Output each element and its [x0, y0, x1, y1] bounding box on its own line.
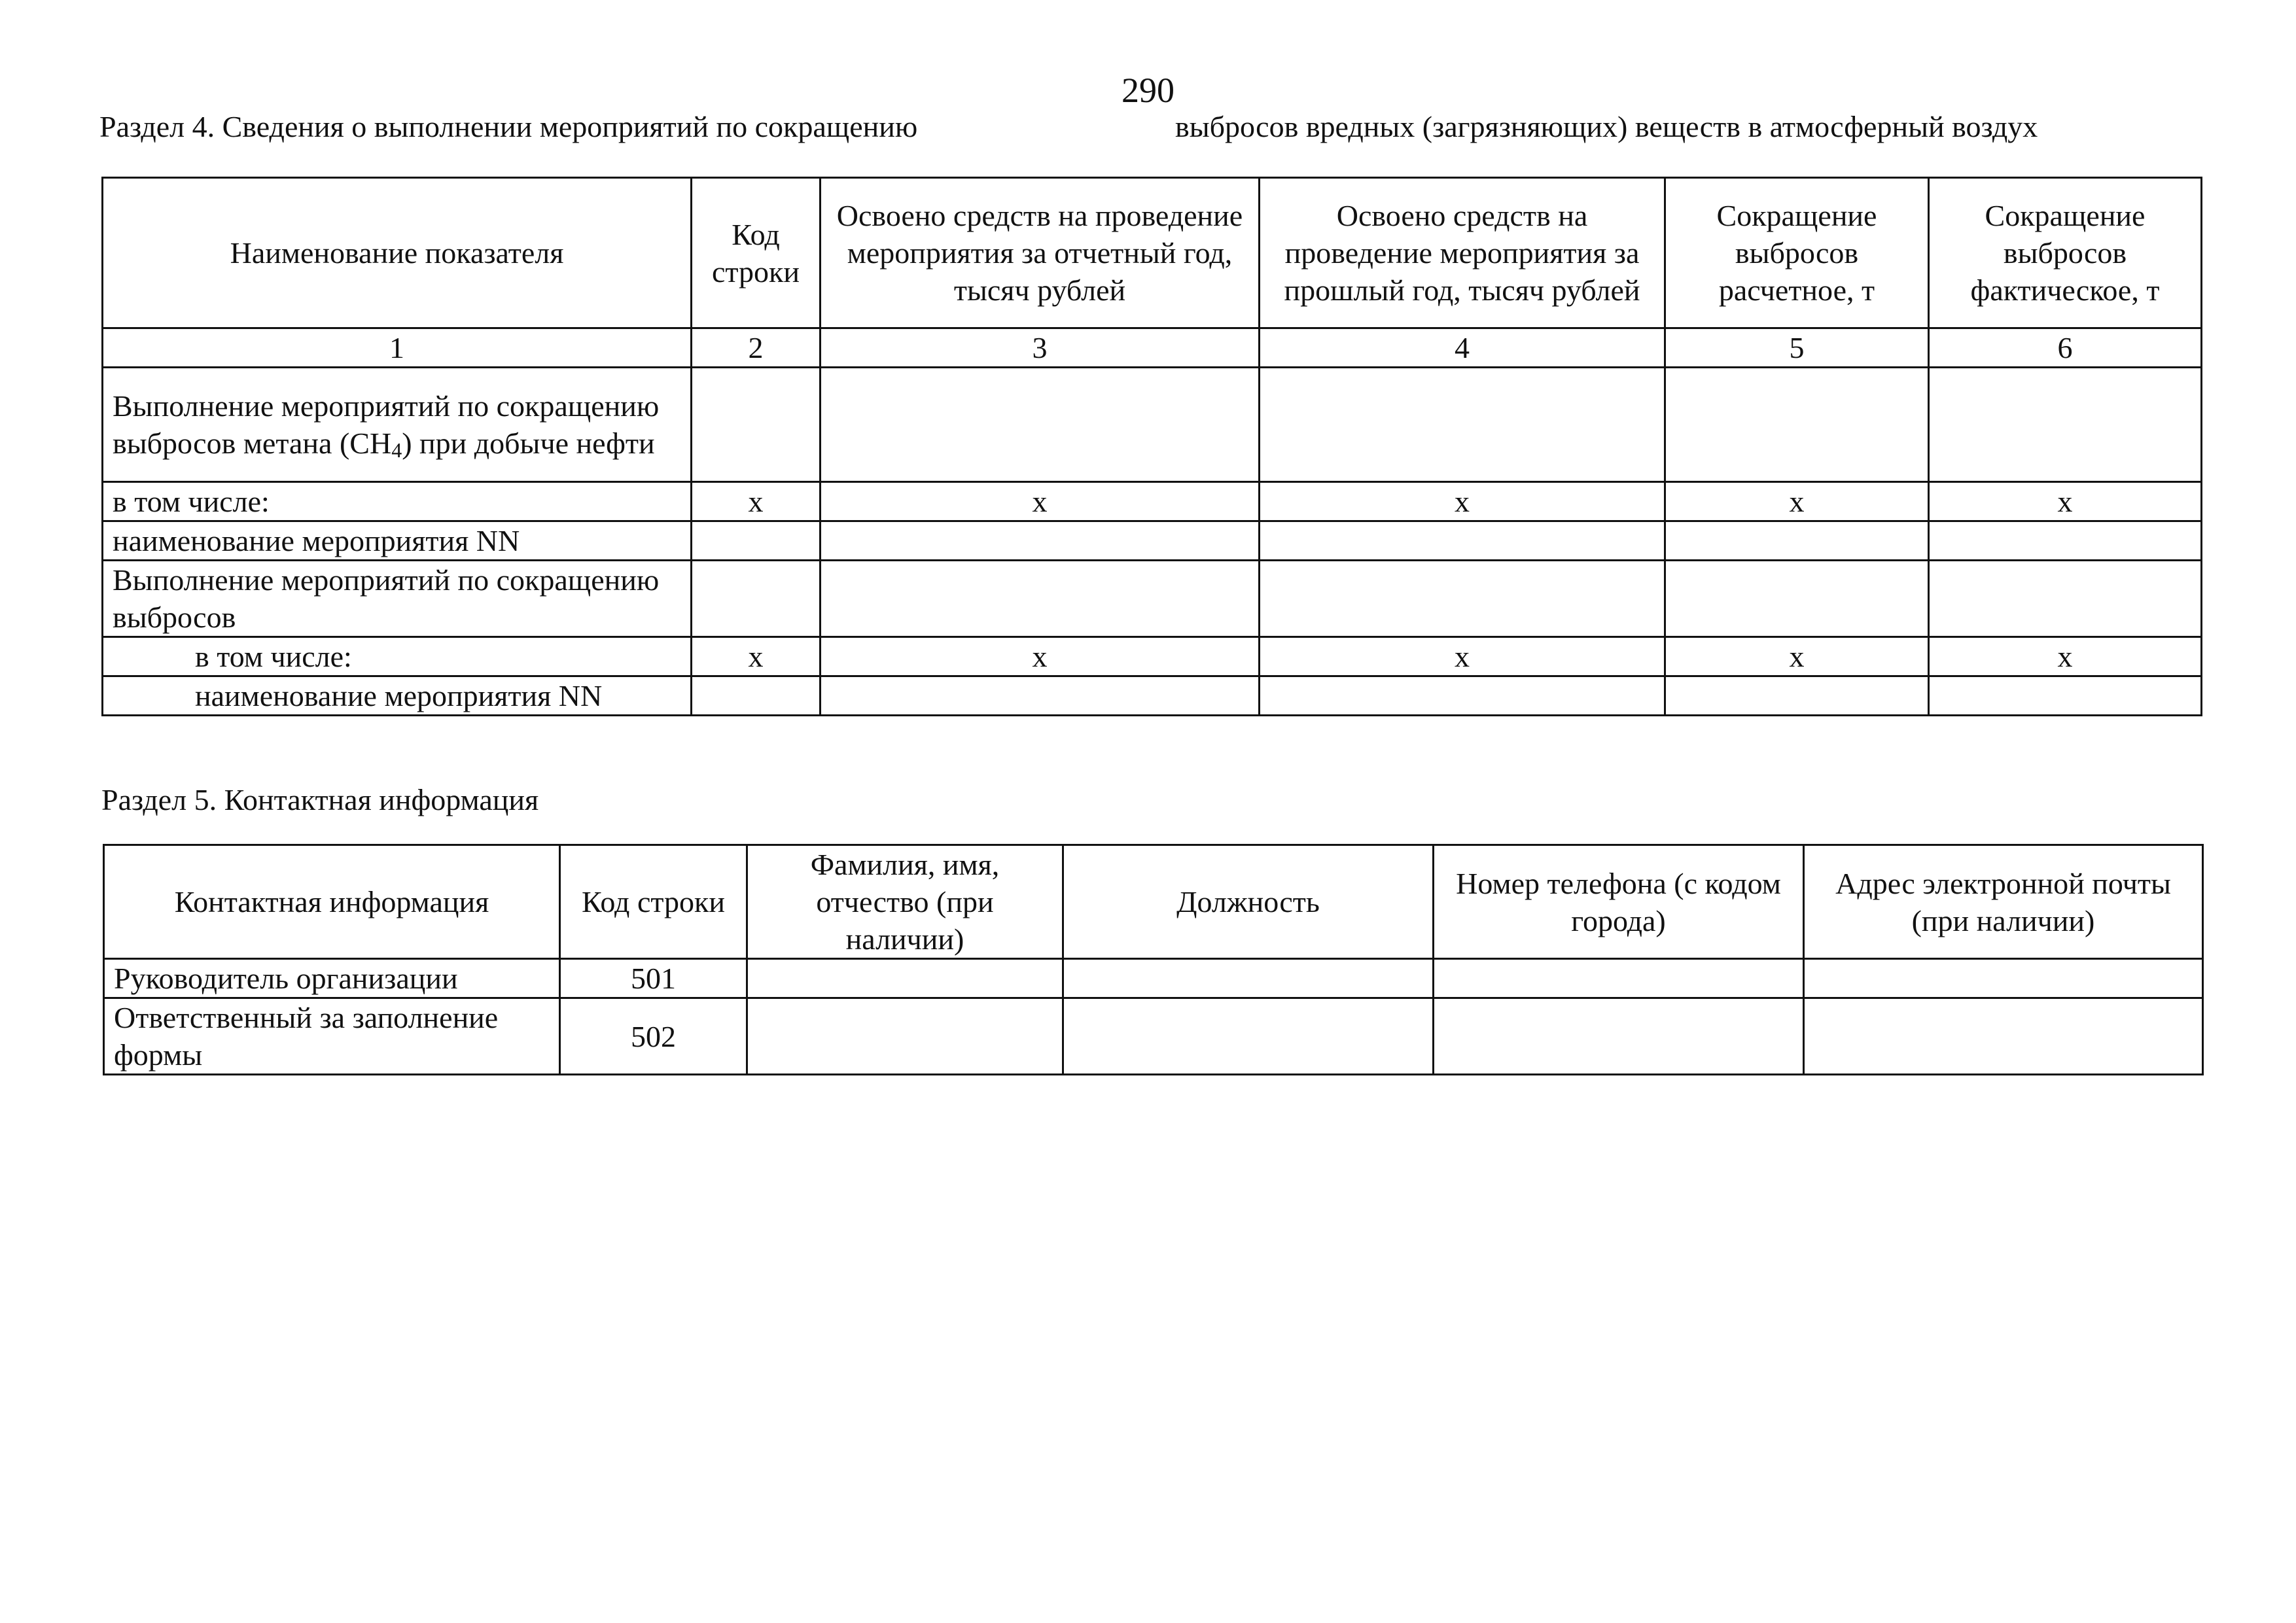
table-cell: x — [1665, 637, 1929, 676]
column-header: Код строки — [560, 845, 747, 959]
column-header: Сокращение выбросов фактическое, т — [1929, 178, 2202, 328]
row-code: 501 — [560, 959, 747, 998]
table-cell: x — [821, 637, 1260, 676]
table-header-row — [104, 845, 2203, 959]
column-header: Адрес электронной почты (при наличии) — [1804, 845, 2203, 959]
table-cell: x — [1260, 482, 1665, 521]
table-cell[interactable] — [747, 959, 1063, 998]
column-number: 4 — [1260, 328, 1665, 368]
row-name-methane: Выполнение мероприятий по сокращению выбросов метана $(CH_4)$ при добыче нефти — [103, 368, 692, 482]
table-cell: x — [1929, 637, 2202, 676]
table-cell[interactable] — [1665, 676, 1929, 716]
table-cell[interactable] — [1260, 561, 1665, 637]
page-number: 290 — [1122, 71, 1174, 110]
column-number: 2 — [692, 328, 821, 368]
table-cell[interactable] — [821, 676, 1260, 716]
table-cell[interactable] — [821, 521, 1260, 561]
column-header: Фамилия, имя, отчество (при наличии) — [747, 845, 1063, 959]
table-header-row — [103, 178, 2202, 328]
row-code: 502 — [560, 998, 747, 1075]
table-cell[interactable] — [1929, 368, 2202, 482]
table-cell[interactable] — [692, 368, 821, 482]
section-4-table — [101, 177, 2202, 716]
row-name: наименование мероприятия NN — [103, 676, 692, 716]
table-row — [104, 959, 2203, 998]
table-cell[interactable] — [1665, 521, 1929, 561]
table-cell[interactable] — [1665, 368, 1929, 482]
table-row — [103, 482, 2202, 521]
row-name: в том числе: — [103, 482, 692, 521]
column-header: Освоено средств на проведение мероприятия за прошлый год, тысяч рублей — [1260, 178, 1665, 328]
table-cell[interactable] — [1063, 998, 1434, 1075]
table-cell[interactable] — [692, 561, 821, 637]
table-cell[interactable] — [1804, 959, 2203, 998]
column-header: Должность — [1063, 845, 1434, 959]
table-cell[interactable] — [1260, 676, 1665, 716]
table-row — [103, 521, 2202, 561]
column-number: 1 — [103, 328, 692, 368]
column-number: 6 — [1929, 328, 2202, 368]
table-row — [103, 368, 2202, 482]
table-row — [103, 561, 2202, 637]
column-header: Наименование показателя — [103, 178, 692, 328]
row-name: наименование мероприятия NN — [103, 521, 692, 561]
column-header: Контактная информация — [104, 845, 560, 959]
table-cell: x — [692, 482, 821, 521]
table-cell[interactable] — [821, 368, 1260, 482]
table-cell[interactable] — [1665, 561, 1929, 637]
table-cell[interactable] — [747, 998, 1063, 1075]
column-header: Код строки — [692, 178, 821, 328]
table-cell[interactable] — [1063, 959, 1434, 998]
table-row — [104, 998, 2203, 1075]
row-name: Выполнение мероприятий по сокращению выбросов — [103, 561, 692, 637]
table-cell[interactable] — [1260, 368, 1665, 482]
table-cell[interactable] — [692, 521, 821, 561]
section-4-title: Раздел 4. Сведения о выполнении мероприятий по сокращению — [99, 110, 918, 143]
table-cell: x — [821, 482, 1260, 521]
table-cell[interactable] — [1929, 521, 2202, 561]
table-cell[interactable] — [1260, 521, 1665, 561]
column-header: Сокращение выбросов расчетное, т — [1665, 178, 1929, 328]
table-cell: x — [1665, 482, 1929, 521]
table-cell[interactable] — [1434, 998, 1804, 1075]
table-cell: x — [1929, 482, 2202, 521]
table-cell[interactable] — [821, 561, 1260, 637]
section-5-title: Раздел 5. Контактная информация — [101, 783, 539, 816]
table-row — [103, 676, 2202, 716]
table-cell[interactable] — [1929, 676, 2202, 716]
column-number-row — [103, 328, 2202, 368]
table-cell: x — [692, 637, 821, 676]
table-cell[interactable] — [1434, 959, 1804, 998]
table-cell[interactable] — [1929, 561, 2202, 637]
column-header: Номер телефона (с кодом города) — [1434, 845, 1804, 959]
row-name: Руководитель организации — [104, 959, 560, 998]
column-number: 3 — [821, 328, 1260, 368]
row-name: в том числе: — [103, 637, 692, 676]
column-number: 5 — [1665, 328, 1929, 368]
table-cell[interactable] — [1804, 998, 2203, 1075]
column-header: Освоено средств на проведение мероприятия за отчетный год, тысяч рублей — [821, 178, 1260, 328]
row-name: Ответственный за заполнение формы — [104, 998, 560, 1075]
table-cell: x — [1260, 637, 1665, 676]
section-5-table — [103, 844, 2204, 1075]
section-4-title-continuation: выбросов вредных (загрязняющих) веществ в атмосферный воздух — [1175, 110, 2038, 143]
table-cell[interactable] — [692, 676, 821, 716]
table-row — [103, 637, 2202, 676]
